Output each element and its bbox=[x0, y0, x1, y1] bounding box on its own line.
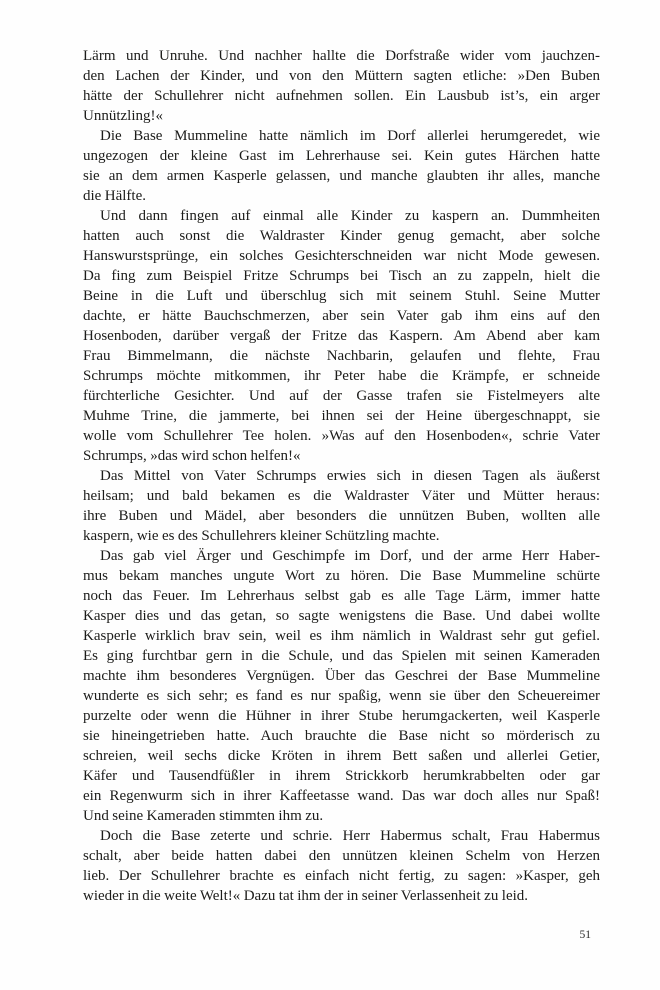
text-line: mus bekam manches ungute Wort zu hören. Die Base Mummeline schürte bbox=[83, 568, 600, 584]
text-line: noch das Feuer. Im Lehrerhaus selbst gab es alle Tage Lärm, immer hatte bbox=[83, 588, 600, 604]
text-line: Muhme Trine, die jammerte, bei ihnen sei der Heine übergeschnappt, sie bbox=[83, 408, 600, 424]
text-line: Beine in die Luft und überschlug sich mit seinem Stuhl. Seine Mutter bbox=[83, 288, 600, 304]
page-number: 51 bbox=[579, 929, 591, 941]
text-line: machte ihm besonderes Vergnügen. Über das Geschrei der Base Mummeline bbox=[83, 668, 600, 684]
text-line: Hosenboden, darüber vergaß der Fritze das Kaspern. Am Abend aber kam bbox=[83, 328, 600, 344]
paragraph bbox=[83, 546, 600, 826]
text-line: Doch die Base zeterte und schrie. Herr Habermus schalt, Frau Habermus bbox=[100, 828, 600, 844]
text-line: kaspern, wie es des Schullehrers kleiner Schützling machte. bbox=[83, 528, 440, 544]
text-line: wolle vom Schullehrer Tee holen. »Was auf den Hosenboden«, schrie Vater bbox=[83, 428, 600, 444]
text-line: dachte, er hätte Bauchschmerzen, aber sein Vater gab ihm eins auf den bbox=[83, 308, 600, 324]
paragraph bbox=[83, 826, 600, 906]
text-line: Lärm und Unruhe. Und nachher hallte die Dorfstraße wider vom jauchzen- bbox=[83, 48, 600, 64]
text-line: schalt, aber beide hatten dabei den unnützen kleinen Schelm von Herzen bbox=[83, 848, 600, 864]
text-line: Und seine Kameraden stimmten ihm zu. bbox=[83, 808, 324, 824]
text-line: wunderte es sich sehr; es fand es nur spaßig, wenn sie über den Scheuereimer bbox=[83, 688, 600, 704]
paragraph bbox=[83, 206, 600, 466]
text-line: purzelte oder wenn die Hühner in ihrer Stube herumgackerten, weil Kasperle bbox=[83, 708, 600, 724]
text-line: Es ging furchtbar gern in die Schule, und das Spielen mit seinen Kameraden bbox=[83, 648, 600, 664]
text-line: hätte der Schullehrer nicht aufnehmen sollen. Ein Lausbub ist’s, ein arger bbox=[83, 88, 600, 104]
text-line: Kasperle wirklich brav sein, weil es ihm nämlich in Waldrast sehr gut gefiel. bbox=[83, 628, 600, 644]
text-line: Und dann fingen auf einmal alle Kinder zu kaspern an. Dummheiten bbox=[100, 208, 600, 224]
paragraph bbox=[83, 126, 600, 206]
text-line: Kasper dies und das getan, so sagte wenigstens die Base. Und dabei wollte bbox=[83, 608, 600, 624]
text-line: schreien, weil sechs dicke Kröten in ihrem Bett saßen und allerlei Getier, bbox=[83, 748, 600, 764]
paragraph bbox=[83, 46, 600, 126]
text-line: Unnützling!« bbox=[83, 108, 163, 124]
text-line: Käfer und Tausendfüßler in ihrem Strickkorb herumkrabbelten oder gar bbox=[83, 768, 600, 784]
text-line: Schrumps, »das wird schon helfen!« bbox=[83, 448, 301, 464]
text-line: ihre Buben und Mädel, aber besonders die unnützen Buben, wollten alle bbox=[83, 508, 600, 524]
text-line: Schrumps möchte mitkommen, ihr Peter habe die Krämpfe, er schneide bbox=[83, 368, 600, 384]
text-line: die Hälfte. bbox=[83, 188, 147, 204]
text-line: hatten auch sonst die Waldraster Kinder genug gemacht, aber solche bbox=[83, 228, 600, 244]
text-line: sie an dem armen Kasperle gelassen, und manche glaubten ihr alles, manche bbox=[83, 168, 600, 184]
text-line: Das Mittel von Vater Schrumps erwies sich in diesen Tagen als äußerst bbox=[100, 468, 600, 484]
text-line: Hanswurstsprünge, ein solches Gesichterschneiden war nicht Mode gewesen. bbox=[83, 248, 600, 264]
paragraph bbox=[83, 466, 600, 546]
text-line: ungezogen der kleine Gast im Lehrerhause sei. Kein gutes Härchen hatte bbox=[83, 148, 600, 164]
text-line: wieder in die weite Welt!« Dazu tat ihm der in seiner Verlassenheit zu leid. bbox=[83, 888, 529, 904]
text-line: Frau Bimmelmann, die nächste Nachbarin, gelaufen und flehte, Frau bbox=[83, 348, 600, 364]
page-text bbox=[83, 46, 600, 906]
text-line: ein Regenwurm sich in ihrer Kaffeetasse wand. Das war doch alles nur Spaß! bbox=[83, 788, 600, 804]
text-line: Da fing zum Beispiel Fritze Schrumps bei Tisch an zu zappeln, hielt die bbox=[83, 268, 600, 284]
text-line: Die Base Mummeline hatte nämlich im Dorf allerlei herumgeredet, wie bbox=[100, 128, 600, 144]
text-line: den Lachen der Kinder, und von den Müttern sagten etliche: »Den Buben bbox=[83, 68, 600, 84]
text-line: Das gab viel Ärger und Geschimpfe im Dorf, und der arme Herr Haber- bbox=[100, 548, 600, 564]
text-line: fürchterliche Gesichter. Und auf der Gasse trafen sie Fistelmeyers alte bbox=[83, 388, 600, 404]
text-line: heilsam; und bald bekamen es die Waldraster Väter und Mütter heraus: bbox=[83, 488, 600, 504]
text-line: sie hineingetrieben hatte. Auch brauchte die Base nicht so mörderisch zu bbox=[83, 728, 600, 744]
text-line: lieb. Der Schullehrer brachte es einfach nicht fertig, zu sagen: »Kasper, geh bbox=[83, 868, 600, 884]
